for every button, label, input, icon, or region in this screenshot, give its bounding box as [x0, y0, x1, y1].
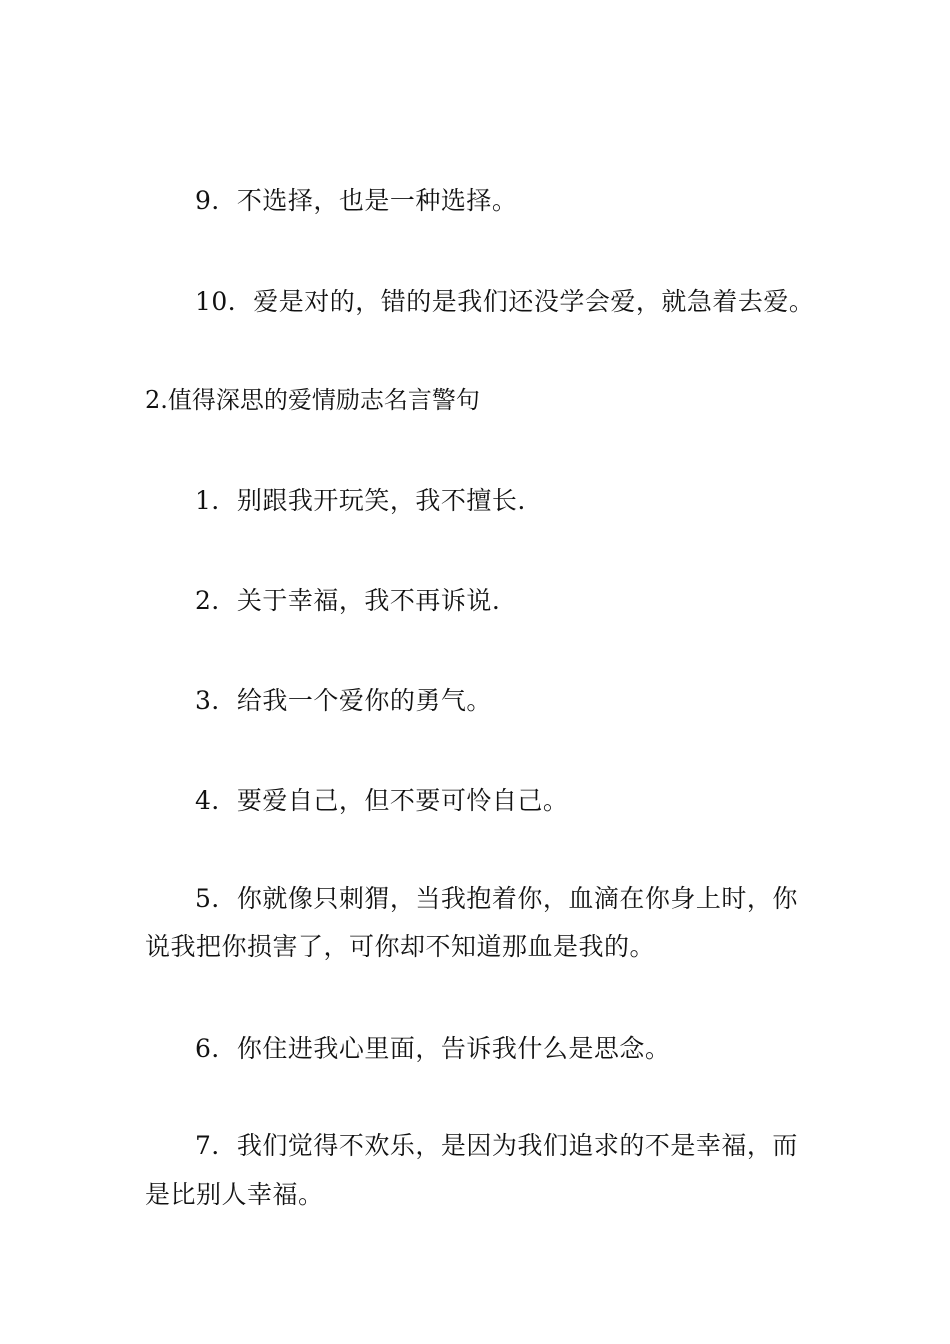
quote-item-7-line-1: 7．我们觉得不欢乐，是因为我们追求的不是幸福，而	[195, 1131, 798, 1160]
quote-item-1: 1．别跟我开玩笑，我不擅长.	[195, 486, 526, 515]
quote-item-3: 3．给我一个爱你的勇气。	[195, 686, 492, 715]
quote-item-7-line-2: 是比别人幸福。	[145, 1180, 324, 1209]
quote-item-4: 4．要爱自己，但不要可怜自己。	[195, 786, 569, 815]
quote-item-5-line-2: 说我把你损害了，可你却不知道那血是我的。	[145, 932, 656, 961]
quote-item-6: 6．你住进我心里面，告诉我什么是思念。	[195, 1034, 671, 1063]
quote-item-9: 9．不选择，也是一种选择。	[195, 186, 518, 215]
quote-item-5-line-1: 5．你就像只刺猬，当我抱着你，血滴在你身上时，你	[195, 884, 798, 913]
quote-item-2: 2．关于幸福，我不再诉说.	[195, 586, 501, 615]
quote-item-10: 10．爱是对的，错的是我们还没学会爱，就急着去爱。	[195, 287, 815, 316]
section-heading: 2.值得深思的爱情励志名言警句	[145, 386, 480, 414]
